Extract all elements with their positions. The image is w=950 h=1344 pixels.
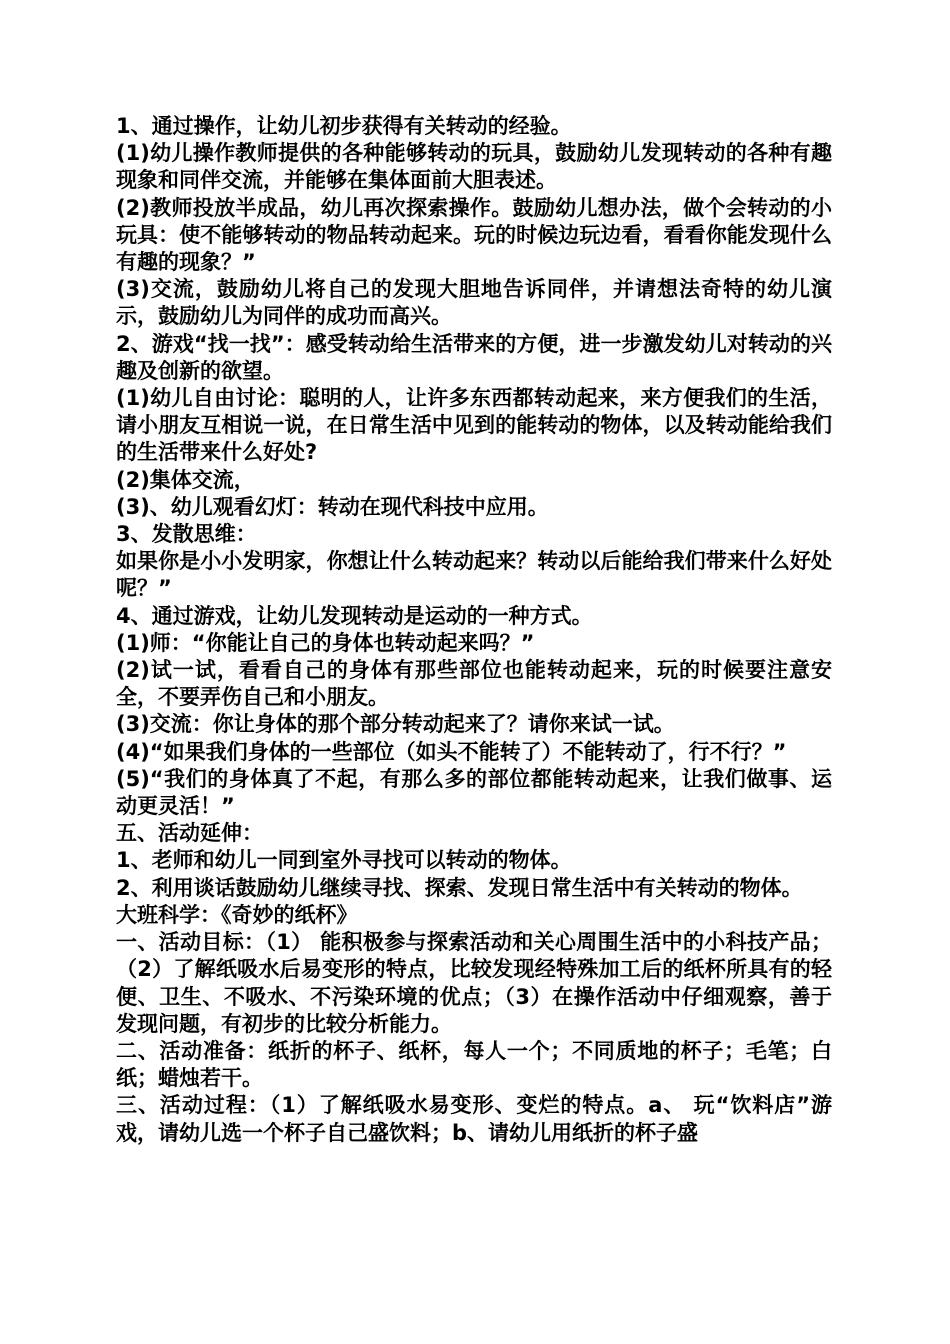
- document-body: [116, 113, 832, 1147]
- paragraph: 1、通过操作，让幼儿初步获得有关转动的经验。: [116, 114, 572, 138]
- paragraph: (2)教师投放半成品，幼儿再次探索操作。鼓励幼儿想办法，做个会转动的小玩具：使不能够转动的物品转动起来。玩的时候边玩边看，看看你能发现什么有趣的现象？”: [116, 195, 832, 275]
- paragraph: 3、发散思维：: [116, 522, 257, 547]
- paragraph: 如果你是小小发明家，你想让什么转动起来？转动以后能给我们带来什么好处呢？”: [116, 549, 832, 601]
- paragraph: (1)幼儿自由讨论：聪明的人，让许多东西都转动起来，来方便我们的生活，请小朋友互相说一说，在日常生活中见到的能转动的物体，以及转动能给我们的生活带来什么好处?: [116, 386, 832, 465]
- paragraph: 一、活动目标：（1） 能积极参与探索活动和关心周围生活中的小科技产品；（2）了解纸吸水后易变形的特点，比较发现经特殊加工后的纸杯所具有的轻便、卫生、不吸水、不污染环境的优点；（3）在操作活动中仔细观察，善于发现问题，有初步的比较分析能力。: [116, 930, 832, 1036]
- paragraph: (3)交流：你让身体的那个部分转动起来了？请你来试一试。: [116, 712, 675, 737]
- paragraph: 4、通过游戏，让幼儿发现转动是运动的一种方式。: [116, 603, 593, 628]
- lesson-title: 大班科学：《奇妙的纸杯》: [116, 902, 358, 927]
- paragraph: (3)交流，鼓励幼儿将自己的发现大胆地告诉同伴，并请想法奇特的幼儿演示，鼓励幼儿为同伴的成功而高兴。: [116, 277, 832, 329]
- paragraph: 2、游戏“找一找”：感受转动给生活带来的方便，进一步激发幼儿对转动的兴趣及创新的欲望。: [116, 331, 832, 383]
- paragraph: 2、利用谈话鼓励幼儿继续寻找、探索、发现日常生活中有关转动的物体。: [116, 875, 803, 900]
- section-heading: 五、活动延伸：: [116, 821, 263, 846]
- paragraph: (1)幼儿操作教师提供的各种能够转动的玩具，鼓励幼儿发现转动的各种有趣现象和同伴交流，并能够在集体面前大胆表述。: [116, 141, 832, 193]
- paragraph: (2)集体交流，: [116, 467, 255, 492]
- paragraph: 二、活动准备：纸折的杯子、纸杯，每人一个；不同质地的杯子；毛笔；白纸；蜡烛若干。: [116, 1038, 832, 1091]
- paragraph: (1)师：“你能让自己的身体也转动起来吗？”: [116, 630, 535, 655]
- paragraph: (2)试一试，看看自己的身体有那些部位也能转动起来，玩的时候要注意安全，不要弄伤自己和小朋友。: [116, 658, 832, 710]
- paragraph: (3)、幼儿观看幻灯：转动在现代科技中应用。: [116, 494, 549, 519]
- paragraph: (4)“如果我们身体的一些部位（如头不能转了）不能转动了，行不行？”: [116, 739, 787, 764]
- paragraph: 1、老师和幼儿一同到室外寻找可以转动的物体。: [116, 848, 572, 873]
- paragraph: (5)“我们的身体真了不起，有那么多的部位都能转动起来，让我们做事、运动更灵活！”: [116, 766, 832, 819]
- paragraph: 三、活动过程：（1）了解纸吸水易变形、变烂的特点。a、 玩“饮料店”游戏，请幼儿选一个杯子自己盛饮料；b、请幼儿用纸折的杯子盛: [116, 1093, 832, 1145]
